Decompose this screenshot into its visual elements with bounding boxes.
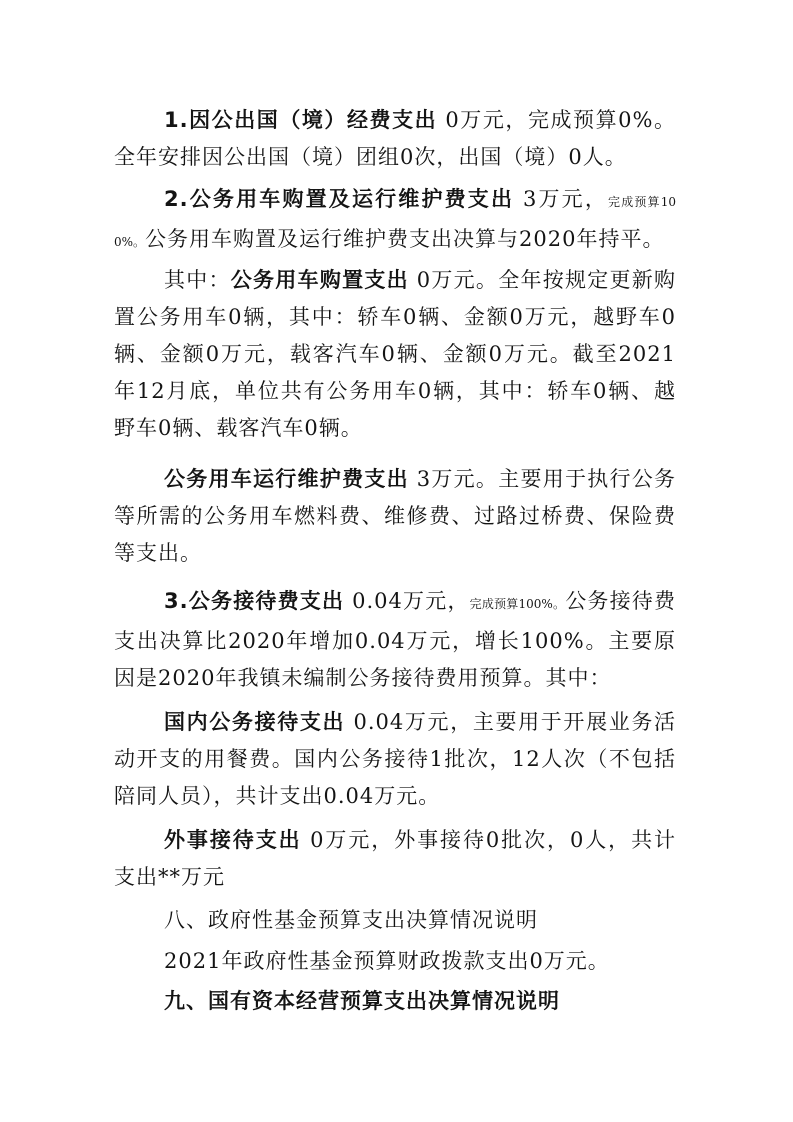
paragraph-prefix: 其中： bbox=[164, 268, 231, 292]
paragraph-lead: 国内公务接待支出 bbox=[164, 710, 346, 734]
paragraph-overseas-expenses bbox=[114, 102, 676, 176]
paragraph-domestic-reception bbox=[114, 704, 676, 815]
paragraph-small-note: 完成预算100%。 bbox=[469, 597, 566, 611]
paragraph-vehicle-purchase bbox=[114, 262, 676, 447]
paragraph-text: 0万元。全年按规定更新购置公务用车0辆，其中：轿车0辆、金额0万元，越野车0辆、金额0万元，载客汽车0辆、金额0万元。截至2021年12月底，单位共有公务用车0辆，其中：轿车0辆、越野车0辆、载客汽车0辆。 bbox=[114, 268, 677, 440]
paragraph-text: 0万元，完成预算0%。全年安排因公出国（境）团组0次，出国（境）0人。 bbox=[114, 108, 676, 169]
paragraph-lead: 1.因公出国（境）经费支出 bbox=[164, 108, 438, 132]
paragraph-lead: 公务用车运行维护费支出 bbox=[164, 467, 409, 491]
paragraph-small-note: 完成预算100%。 bbox=[114, 195, 676, 249]
paragraph-lead: 外事接待支出 bbox=[164, 828, 302, 852]
paragraph-vehicle-maintenance bbox=[114, 461, 676, 572]
paragraph-government-fund: 2021年政府性基金预算财政拨款支出0万元。 bbox=[164, 949, 610, 973]
section-heading-state-capital: 九、国有资本经营预算支出决算情况说明 bbox=[164, 989, 560, 1013]
paragraph-text: 公务接待费支出决算比2020年增加0.04万元，增长100%。主要原因是2020年我镇未编制公务接待费用预算。其中： bbox=[114, 589, 677, 690]
paragraph-text: 公务用车购置及运行维护费支出决算与2020年持平。 bbox=[145, 227, 665, 251]
paragraph-reception-expenses bbox=[114, 583, 676, 697]
paragraph-text: 3万元， bbox=[514, 187, 609, 211]
paragraph-text: 0万元，外事接待0批次，0人，共计支出**万元 bbox=[114, 828, 676, 889]
paragraph-lead: 2.公务用车购置及运行维护费支出 bbox=[164, 187, 515, 211]
paragraph-lead: 公务用车购置支出 bbox=[230, 268, 409, 292]
paragraph-text: 0.04万元， bbox=[344, 589, 470, 613]
paragraph-lead: 3.公务接待费支出 bbox=[164, 589, 345, 613]
paragraph-vehicle-expenses bbox=[114, 181, 676, 261]
section-heading-government-fund: 八、政府性基金预算支出决算情况说明 bbox=[164, 908, 538, 932]
paragraph-foreign-reception bbox=[114, 822, 676, 896]
paragraph-text: 0.04万元，主要用于开展业务活动开支的用餐费。国内公务接待1批次，12人次（不包括陪同人员），共计支出0.04万元。 bbox=[114, 710, 676, 808]
paragraph-text: 3万元。主要用于执行公务等所需的公务用车燃料费、维修费、过路过桥费、保险费等支出。 bbox=[114, 467, 677, 565]
